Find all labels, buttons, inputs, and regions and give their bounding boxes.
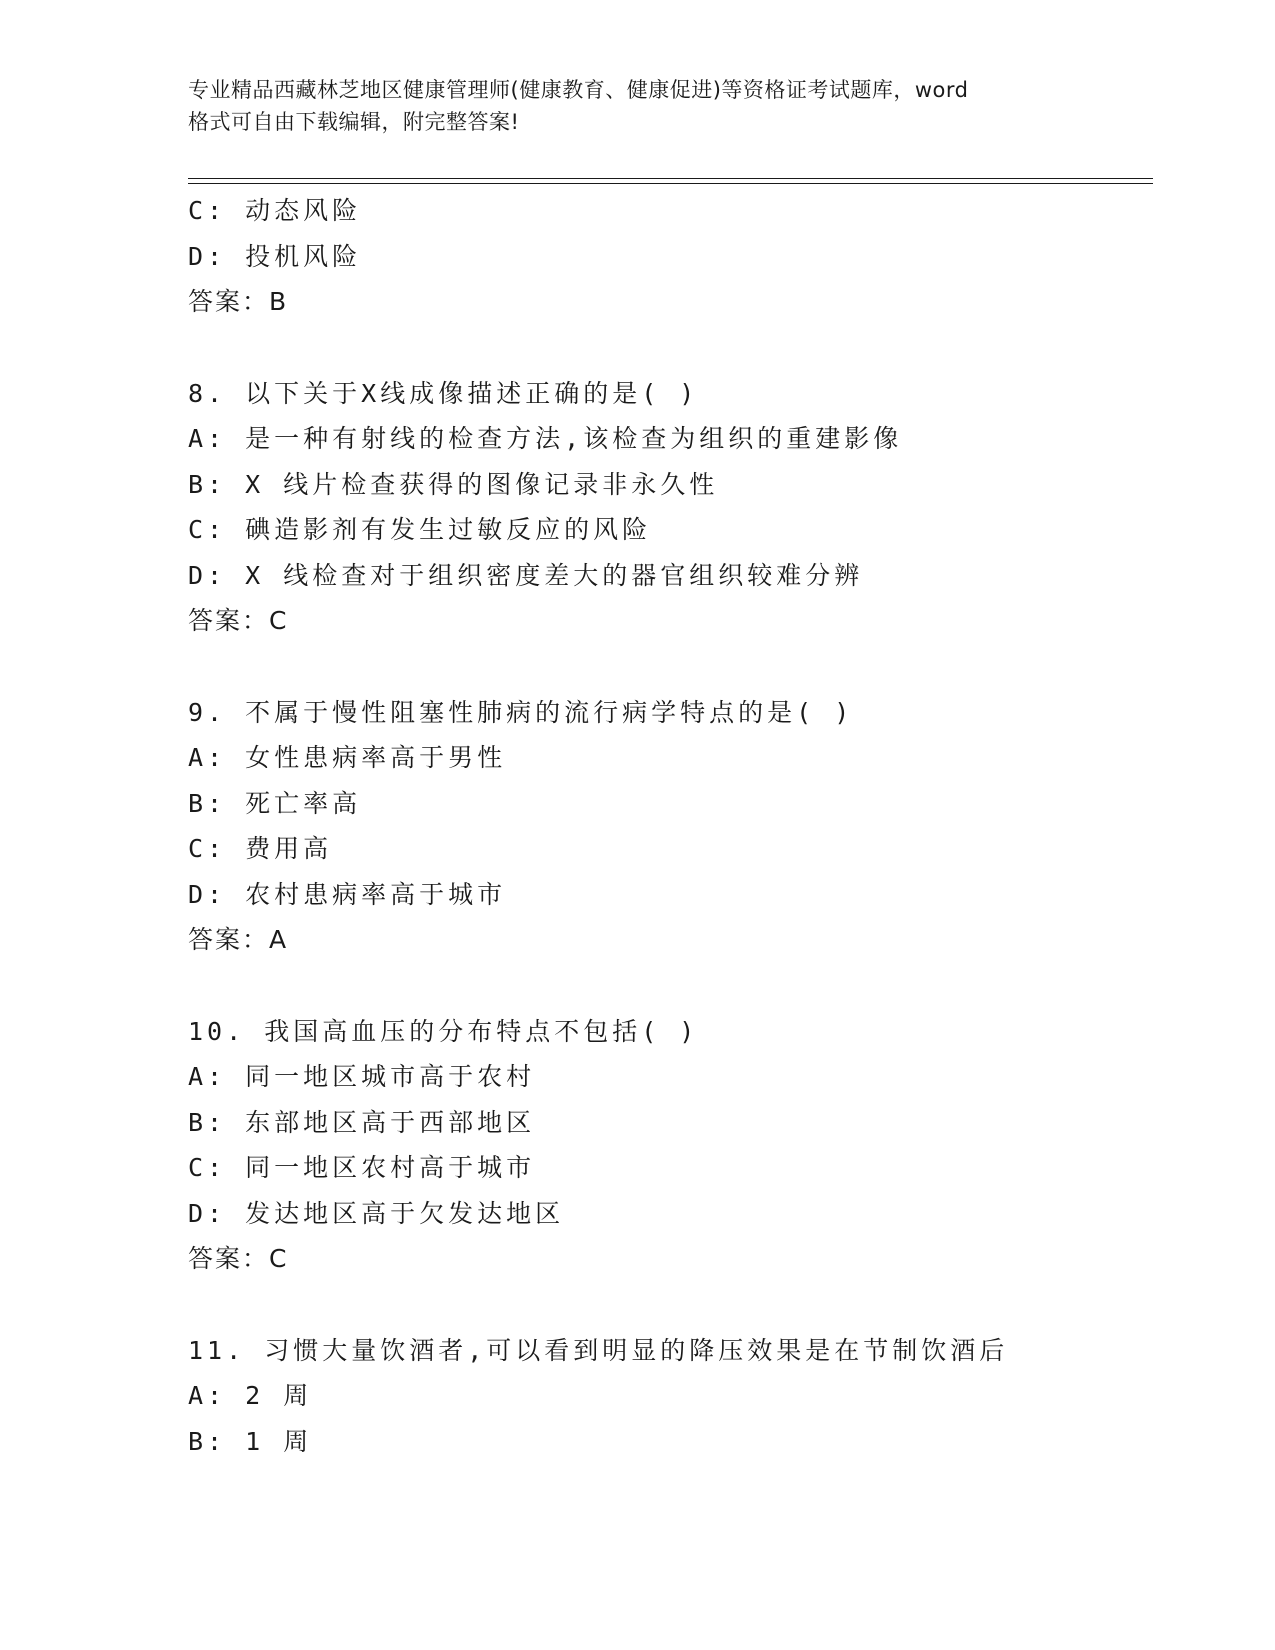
option-c: C: 同一地区农村高于城市 xyxy=(188,1153,536,1182)
header-divider-bottom xyxy=(188,183,1153,184)
spacer xyxy=(188,1282,1153,1328)
option-d: D: 发达地区高于欠发达地区 xyxy=(188,1198,565,1228)
answer-line: 答案：C xyxy=(188,606,289,635)
spacer xyxy=(188,325,1153,371)
option-d: D: 农村患病率高于城市 xyxy=(188,879,507,909)
option-c: C: 碘造影剂有发生过敏反应的风险 xyxy=(188,515,652,544)
spacer xyxy=(188,644,1153,690)
answer-line: 答案：A xyxy=(188,925,289,954)
question-8 xyxy=(188,371,1153,644)
option-a: A: 是一种有射线的检查方法,该检查为组织的重建影像 xyxy=(188,424,903,453)
answer-line: 答案：B xyxy=(188,287,289,316)
question-9 xyxy=(188,690,1153,963)
option-b: B: 东部地区高于西部地区 xyxy=(188,1107,536,1137)
header-line-2: 格式可自由下载编辑，附完整答案! xyxy=(188,110,520,134)
question-11 xyxy=(188,1328,1153,1465)
question-stem: 10. 我国高血压的分布特点不包括( ) xyxy=(188,1016,699,1046)
option-a: A: 2 周 xyxy=(188,1381,313,1410)
option-c: C: 动态风险 xyxy=(188,196,362,225)
spacer xyxy=(188,963,1153,1009)
option-b: B: X 线片检查获得的图像记录非永久性 xyxy=(188,469,719,499)
question-stem: 8. 以下关于X线成像描述正确的是( ) xyxy=(188,378,699,408)
question-list xyxy=(188,188,1153,1464)
document-header xyxy=(188,74,1088,138)
option-a: A: 同一地区城市高于农村 xyxy=(188,1062,536,1091)
header-divider-top xyxy=(188,178,1153,179)
question-stem: 9. 不属于慢性阻塞性肺病的流行病学特点的是( ) xyxy=(188,697,854,727)
option-d: D: X 线检查对于组织密度差大的器官组织较难分辨 xyxy=(188,560,864,590)
option-b: B: 1 周 xyxy=(188,1426,313,1456)
question-stem: 11. 习惯大量饮酒者,可以看到明显的降压效果是在节制饮酒后 xyxy=(188,1335,1009,1365)
option-d: D: 投机风险 xyxy=(188,241,362,271)
header-line-1: 专业精品西藏林芝地区健康管理师(健康教育、健康促进)等资格证考试题库，word xyxy=(188,78,969,102)
option-a: A: 女性患病率高于男性 xyxy=(188,743,507,772)
option-b: B: 死亡率高 xyxy=(188,788,362,818)
question-7 xyxy=(188,188,1153,325)
question-10 xyxy=(188,1009,1153,1282)
option-c: C: 费用高 xyxy=(188,834,333,863)
answer-line: 答案：C xyxy=(188,1244,289,1273)
